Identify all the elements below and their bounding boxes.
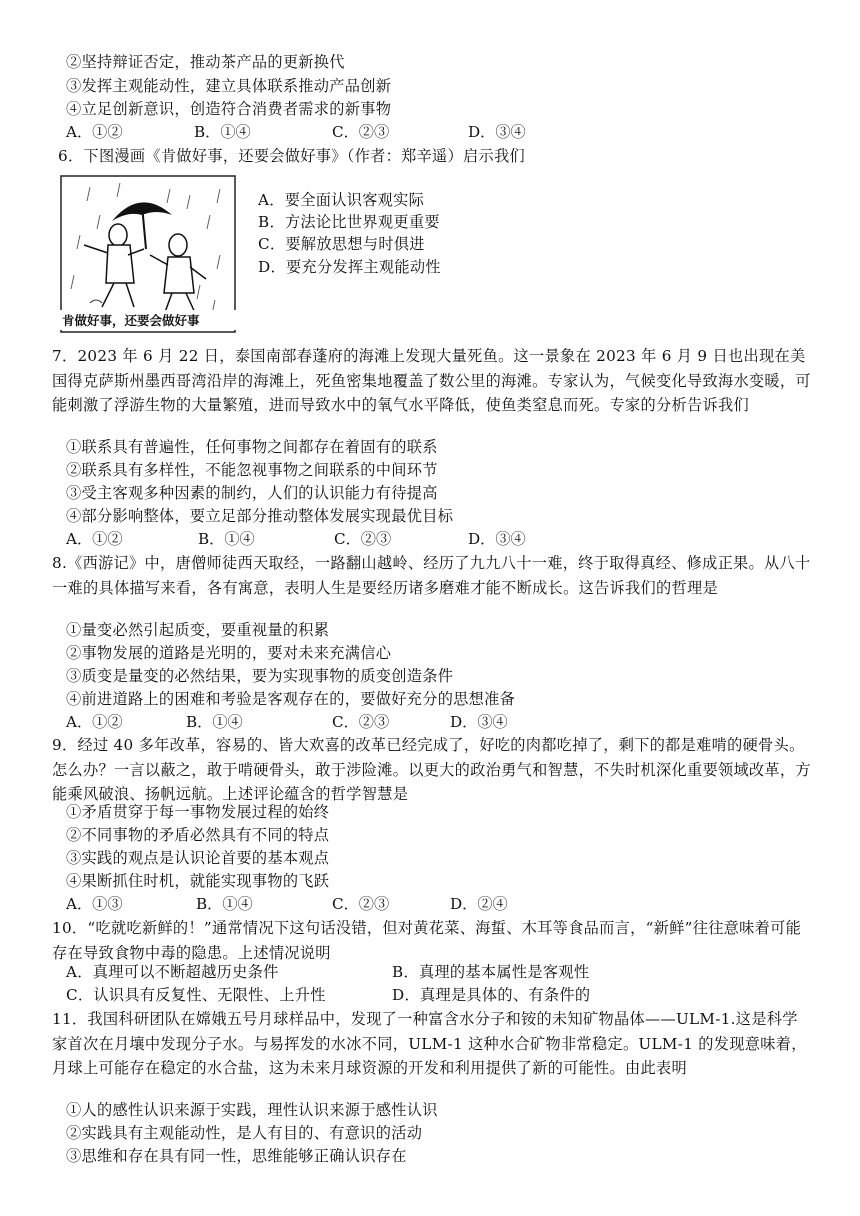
q7-option-a[interactable]: A．①② xyxy=(66,530,123,548)
q11-statement-2: ②实践具有主观能动性，是人有目的、有意识的活动 xyxy=(66,1124,423,1142)
q8-stem-text: 8.《西游记》中，唐僧师徒西天取经，一路翻山越岭、经历了九九八十一难，终于取得真经、修成正果。从八十一难的具体描写来看，各有寓意，表明人生是要经历诸多磨难才能不断成长。这告诉我们的哲理是 xyxy=(52,554,811,597)
q7-stem-text: 7．2023 年 6 月 22 日，泰国南部春蓬府的海滩上发现大量死鱼。这一景象在 2023 年 6 月 9 日也出现在美国得克萨斯州墨西哥湾沿岸的海滩上，死鱼密集地覆盖了数公里的海滩。专家认为，气候变化导致海水变暖，可能刺激了浮游生物的大量繁殖，进而导致水中的氧气水平降低，使鱼类窒息而死。专家的分析告诉我们 xyxy=(52,347,811,415)
q6-stem: 6．下图漫画《肯做好事，还要会做好事》（作者：郑辛遥）启示我们 xyxy=(58,147,525,165)
q7-statement-2: ②联系具有多样性，不能忽视事物之间联系的中间环节 xyxy=(66,461,438,479)
q5-options xyxy=(66,121,566,144)
q7-stem xyxy=(36,344,812,418)
q11-statement-1: ①人的感性认识来源于实践，理性认识来源于感性认识 xyxy=(66,1101,438,1119)
q8-statement-2: ②事物发展的道路是光明的，要对未来充满信心 xyxy=(66,644,392,662)
q9-statement-3: ③实践的观点是认识论首要的基本观点 xyxy=(66,849,330,867)
q8-option-d[interactable]: D．③④ xyxy=(450,713,508,731)
q9-statement-2: ②不同事物的矛盾必然具有不同的特点 xyxy=(66,826,330,844)
q5-option-a[interactable]: A．①② xyxy=(66,123,123,141)
q9-stem xyxy=(52,733,812,807)
q8-statement-3: ③质变是量变的必然结果，要为实现事物的质变创造条件 xyxy=(66,667,454,685)
q9-options xyxy=(66,893,566,916)
q10-option-b[interactable]: B．真理的基本属性是客观性 xyxy=(392,963,590,981)
q10-stem xyxy=(52,916,812,965)
q6-option-d[interactable]: D．要充分发挥主观能动性 xyxy=(258,258,441,276)
q5-option-c[interactable]: C．②③ xyxy=(332,123,390,141)
q7-options xyxy=(66,528,566,551)
q8-stem xyxy=(52,551,812,600)
q8-statement-1: ①量变必然引起质变，要重视量的积累 xyxy=(66,621,330,639)
q6-option-b[interactable]: B．方法论比世界观更重要 xyxy=(258,213,440,231)
q6-option-c[interactable]: C．要解放思想与时俱进 xyxy=(258,235,425,253)
q8-options xyxy=(66,711,566,734)
q5-statement-2: ②坚持辩证否定，推动茶产品的更新换代 xyxy=(66,53,345,71)
q8-option-c[interactable]: C．②③ xyxy=(332,713,390,731)
q10-option-c[interactable]: C．认识具有反复性、无限性、上升性 xyxy=(66,986,326,1004)
q7-statement-1: ①联系具有普遍性，任何事物之间都存在着固有的联系 xyxy=(66,438,438,456)
q7-option-d[interactable]: D．③④ xyxy=(468,530,526,548)
q7-statement-4: ④部分影响整体，要立足部分推动整体发展实现最优目标 xyxy=(66,507,454,525)
q5-option-b[interactable]: B．①④ xyxy=(194,123,251,141)
q11-stem-text: 11．我国科研团队在嫦娥五号月球样品中，发现了一种富含水分子和铵的未知矿物晶体——ULM-1.这是科学家首次在月壤中发现分子水。与易挥发的水冰不同，ULM-1 这种水合矿物非常稳定。ULM-1 的发现意味着，月球上可能存在稳定的水合盐，这为未来月球资源的开发和利用提供了新的可能性。由此表明 xyxy=(52,1010,807,1078)
q7-option-b[interactable]: B．①④ xyxy=(198,530,255,548)
q11-stem xyxy=(52,1007,812,1081)
q9-option-b[interactable]: B．①④ xyxy=(196,895,253,913)
q9-statement-1: ①矛盾贯穿于每一事物发展过程的始终 xyxy=(66,803,330,821)
q7-statement-3: ③受主客观多种因素的制约，人们的认识能力有待提高 xyxy=(66,484,438,502)
q10-option-d[interactable]: D．真理是具体的、有条件的 xyxy=(392,986,591,1004)
q8-option-a[interactable]: A．①② xyxy=(66,713,123,731)
q11-statement-3: ③思维和存在具有同一性，思维能够正确认识存在 xyxy=(66,1147,407,1165)
q9-statement-4: ④果断抓住时机，就能实现事物的飞跃 xyxy=(66,872,330,890)
q7-option-c[interactable]: C．②③ xyxy=(334,530,392,548)
q5-option-d[interactable]: D．③④ xyxy=(468,123,526,141)
q5-statement-4: ④立足创新意识，创造符合消费者需求的新事物 xyxy=(66,100,392,118)
q10-option-a[interactable]: A．真理可以不断超越历史条件 xyxy=(66,963,279,981)
q6-option-a[interactable]: A．要全面认识客观实际 xyxy=(258,191,425,209)
q9-option-c[interactable]: C．②③ xyxy=(332,895,390,913)
q5-statement-3: ③发挥主观能动性，建立具体联系推动产品创新 xyxy=(66,77,392,95)
q10-stem-text: 10．“吃就吃新鲜的！”通常情况下这句话没错，但对黄花菜、海蜇、木耳等食品而言，“新鲜”往往意味着可能存在导致食物中毒的隐患。上述情况说明 xyxy=(52,919,802,962)
q9-option-d[interactable]: D．②④ xyxy=(450,895,508,913)
cartoon-caption: 肯做好事，还要会做好事 xyxy=(62,313,200,328)
q8-option-b[interactable]: B．①④ xyxy=(186,713,243,731)
q9-stem-text: 9．经过 40 多年改革，容易的、皆大欢喜的改革已经完成了，好吃的肉都吃掉了，剩下的都是难啃的硬骨头。怎么办？一言以蔽之，敢于啃硬骨头，敢于涉险滩。以更大的政治勇气和智慧，不失时机深化重要领域改革，方能乘风破浪、扬帆远航。上述评论蕴含的哲学智慧是 xyxy=(52,736,811,804)
q8-statement-4: ④前进道路上的困难和考验是客观存在的，要做好充分的思想准备 xyxy=(66,690,516,708)
q9-option-a[interactable]: A．①③ xyxy=(66,895,123,913)
